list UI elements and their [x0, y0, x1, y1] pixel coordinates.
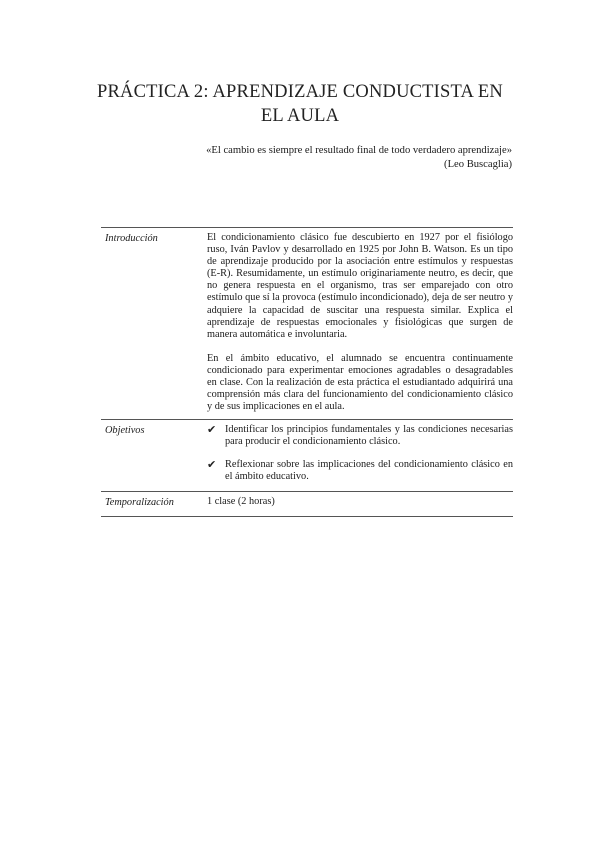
epigraph-quote: «El cambio es siempre el resultado final de todo verdadero aprendizaje» [206, 145, 512, 156]
objectives-list [207, 424, 513, 482]
timing-label: Temporalización [105, 496, 174, 508]
introduction-paragraph-1: El condicionamiento clásico fue descubierto en 1927 por el fisiólogo ruso, Iván Pavlov y desarrollado en 1925 por John B. Watson. Es un tipo de aprendizaje producido por la asociación entre estímulos y respuestas (E-R). Resumidamente, un estímulo originariamente neutro, es decir, que no genera respuesta en el organismo, tras ser emparejado con otro estímulo que sí la provoca (estímulo incondicionado), deja de ser neutro y adquiere la capacidad de suscitar una respuesta similar. Explica el aprendizaje de respuestas emocionales y fisiológicas que surgen de manera automática e involuntaria. [207, 232, 513, 340]
objectives-content [207, 420, 513, 490]
checkmark-icon: ✔ [207, 457, 217, 471]
list-item [207, 459, 513, 483]
checkmark-icon: ✔ [207, 423, 217, 437]
practice-info-table [101, 227, 513, 517]
introduction-label: Introducción [105, 233, 158, 244]
epigraph-author: (Leo Buscaglia) [444, 158, 512, 170]
list-item [207, 424, 513, 448]
introduction-content [207, 228, 513, 419]
objective-text: Identificar los principios fundamentales y las condiciones necesarias para producir el condicionamiento clásico. [225, 424, 513, 448]
table-row-timing [101, 492, 513, 517]
objective-text: Reflexionar sobre las implicaciones del condicionamiento clásico en el ámbito educativo. [225, 458, 513, 482]
objectives-label: Objetivos [105, 425, 145, 437]
page-title: PRÁCTICA 2: APRENDIZAJE CONDUCTISTA EN EL AULA [97, 82, 503, 126]
table-row-objectives [101, 420, 513, 491]
epigraph [152, 144, 512, 171]
table-row-introduction [101, 228, 513, 420]
introduction-paragraph-2: En el ámbito educativo, el alumnado se encuentra continuamente condicionado para experimentar emociones agradables o desagradables en clase. Con la realización de esta práctica el estudiantado adquirirá una comprensión más clara del funcionamiento del condicionamiento clásico y de sus implicaciones en el aula. [207, 352, 513, 413]
timing-value: 1 clase (2 horas) [207, 495, 275, 507]
